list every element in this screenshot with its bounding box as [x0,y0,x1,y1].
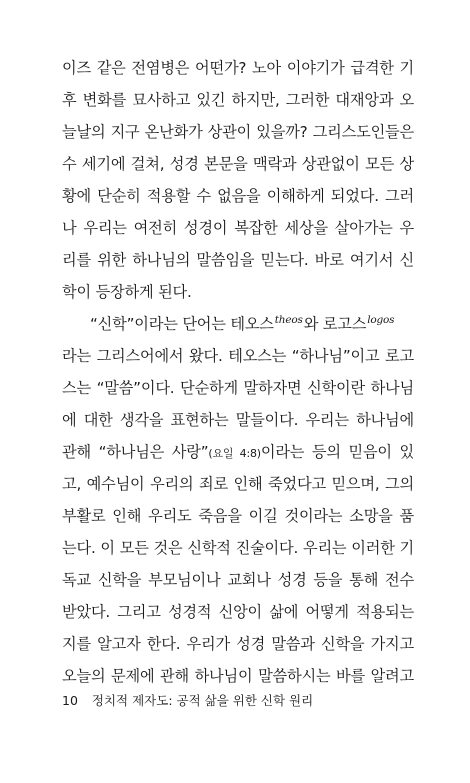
theos-term: theos [274,314,303,326]
text-line: 지를 알고자 한다. 우리가 성경 말씀과 신학을 가지고 [62,635,414,653]
text-line-with-reference [62,436,414,468]
text-line: 오늘의 문제에 관해 하나님이 말씀하시는 바를 알려고 [62,667,414,685]
text-line: 라는 그리스어에서 왔다. 테오스는 “하나님”이고 로고 [62,347,414,365]
text-line: 이즈 같은 전염병은 어떤가? 노아 이야기가 급격한 기 [62,59,414,77]
logos-term: logos [367,314,395,326]
text-line: 독교 신학을 부모님이나 교회나 성경 등을 통해 전수 [62,571,414,589]
line-segment: 와 로고스 [303,315,367,333]
paragraph-first-line [90,308,414,340]
text-line: 늘날의 지구 온난화가 상관이 있을까? 그리스도인들은 [62,123,414,141]
line-segment: 이라는 등의 믿음이 있 [260,443,414,461]
text-line: 후 변화를 묘사하고 있긴 하지만, 그러한 대재앙과 오 [62,91,414,109]
text-line: 나 우리는 여전히 성경이 복잡한 세상을 살아가는 우 [62,219,414,237]
page-number: 10 [62,693,78,708]
text-line: 수 세기에 걸쳐, 성경 본문을 맥락과 상관없이 모든 상 [62,155,414,173]
line-segment: 관해 “하나님은 사랑” [62,443,209,461]
book-title: 정치적 제자도: 공적 삶을 위한 신학 원리 [91,693,314,708]
text-line: 학이 등장하게 된다. [62,283,192,301]
text-line: 받았다. 그리고 성경적 신앙이 삶에 어떻게 적용되는 [62,603,414,621]
line-segment: “신학”이라는 단어는 테오스 [90,315,274,333]
text-line: 부활로 인해 우리도 죽음을 이길 것이라는 소망을 품 [62,507,414,525]
text-line: 황에 단순히 적용할 수 없음을 이해하게 되었다. 그러 [62,187,414,205]
text-line: 고, 예수님이 우리의 죄로 인해 죽었다고 믿으며, 그의 [62,475,414,493]
text-line: 스는 “말씀”이다. 단순하게 말하자면 신학이란 하나님 [62,379,414,397]
text-line: 는다. 이 모든 것은 신학적 진술이다. 우리는 이러한 기 [62,539,414,557]
text-line: 리를 위한 하나님의 말씀임을 믿는다. 바로 여기서 신 [62,251,414,269]
text-line: 에 대한 생각을 표현하는 말들이다. 우리는 하나님에 [62,411,414,429]
running-footer [62,692,313,710]
scripture-reference: (요일 4:8) [208,447,261,460]
